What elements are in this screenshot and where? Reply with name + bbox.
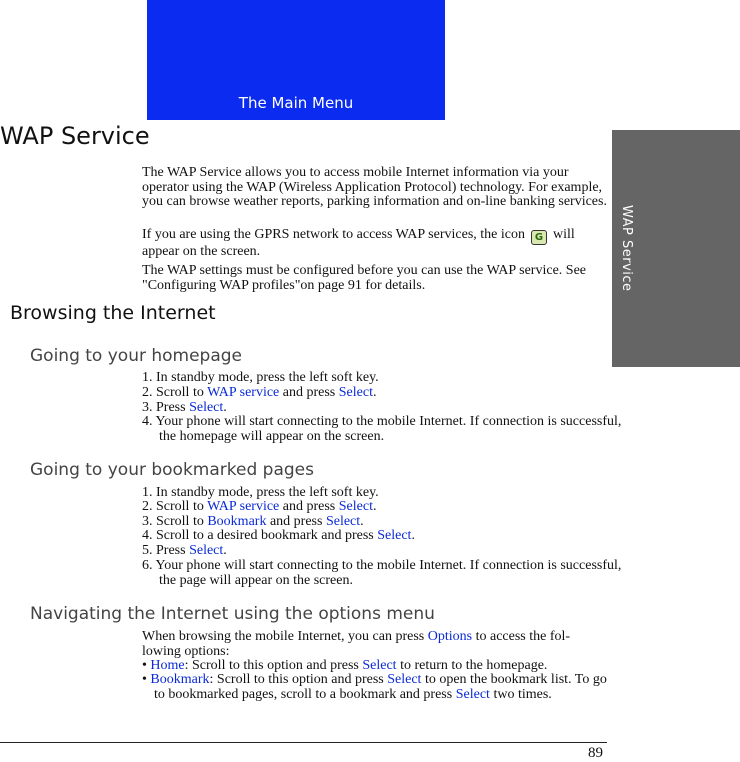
options-intro — [142, 630, 607, 659]
options-bullet-bookmark — [142, 673, 619, 702]
step-text: : Scroll to this option and press — [184, 658, 363, 673]
intro-paragraph-3: The WAP settings must be configured before you can use the WAP service. See "Configuring WAP profiles"on page 91 for details. — [142, 263, 587, 293]
keyword-home: Home — [150, 658, 185, 673]
intro-paragraph-1: The WAP Service allows you to access mobile Internet information via your operator using the WAP (Wireless Application Protocol) technology. For example, you can browse weather reports, parking information and on-line banking services. — [142, 165, 607, 209]
step-text: and press — [266, 514, 326, 529]
step-text: : Scroll to this option and press — [209, 672, 388, 687]
step-text: . — [223, 400, 227, 415]
homepage-step-4: 4. Your phone will start connecting to the mobile Internet. If connection is successful, the homepage will appear on the screen. — [142, 414, 622, 444]
main-menu-banner — [147, 0, 445, 120]
bookmarks-step-4 — [142, 529, 607, 544]
bullet: • — [142, 658, 151, 673]
keyword-select: Select — [338, 385, 373, 400]
step-text: and press — [279, 385, 339, 400]
keyword-select: Select — [338, 499, 373, 514]
keyword-select: Select — [189, 400, 224, 415]
keyword-bookmark: Bookmark — [150, 672, 210, 687]
step-text: 4. Scroll to a desired bookmark and press — [142, 528, 378, 543]
keyword-bookmark: Bookmark — [207, 514, 267, 529]
page-number: 89 — [588, 745, 603, 761]
intro-p2-text-a: If you are using the GPRS network to access WAP services, the icon — [142, 227, 525, 242]
intro-paragraph-2 — [142, 228, 607, 260]
side-tab-label: WAP Service — [619, 205, 634, 292]
keyword-select: Select — [387, 672, 422, 687]
step-text: 5. Press — [142, 543, 190, 558]
step-text: and press — [279, 499, 339, 514]
keyword-wap-service: WAP service — [207, 499, 280, 514]
bookmarks-heading: Going to your bookmarked pages — [30, 460, 314, 480]
options-heading: Navigating the Internet using the options menu — [30, 604, 435, 624]
homepage-step-2 — [142, 386, 607, 401]
keyword-select: Select — [377, 528, 412, 543]
banner-title: The Main Menu — [238, 94, 354, 112]
step-text: . — [223, 543, 227, 558]
step-text: . — [372, 385, 377, 400]
intro-p2-text-b: will appear on the screen. — [142, 227, 575, 259]
keyword-options: Options — [427, 629, 473, 644]
bookmarks-step-2 — [142, 500, 607, 515]
keyword-select: Select — [362, 658, 397, 673]
homepage-step-1: 1. In standby mode, press the left soft key. — [142, 370, 379, 385]
gprs-icon: G — [531, 230, 547, 245]
step-text: two times. — [489, 686, 552, 702]
step-text: to open the bookmark list. To go to bookmarked pages, scroll to a bookmark and press — [154, 672, 607, 702]
keyword-select: Select — [189, 543, 224, 558]
step-text: to access the fol-lowing options: — [142, 629, 571, 659]
homepage-heading: Going to your homepage — [30, 346, 243, 366]
step-text: When browsing the mobile Internet, you can press — [142, 629, 428, 644]
browsing-heading: Browsing the Internet — [10, 302, 216, 324]
footer-rule — [0, 742, 607, 743]
bookmarks-step-1: 1. In standby mode, press the left soft key. — [142, 485, 379, 500]
step-text: 2. Scroll to — [142, 385, 208, 400]
step-text: . — [360, 514, 364, 529]
bookmarks-step-6: 6. Your phone will start connecting to the mobile Internet. If connection is successful, the page will appear on the screen. — [142, 558, 622, 588]
step-text: to return to the homepage. — [396, 658, 548, 673]
step-text: 3. Press — [142, 400, 190, 415]
step-text: . — [372, 499, 377, 514]
step-text: 2. Scroll to — [142, 499, 208, 514]
step-text: . — [411, 528, 415, 543]
step-text: 3. Scroll to — [142, 514, 208, 529]
keyword-select: Select — [455, 686, 490, 702]
keyword-wap-service: WAP service — [207, 385, 280, 400]
bullet: • — [142, 672, 151, 687]
section-title: WAP Service — [0, 122, 150, 150]
bookmarks-step-5 — [142, 544, 607, 559]
keyword-select: Select — [325, 514, 361, 529]
